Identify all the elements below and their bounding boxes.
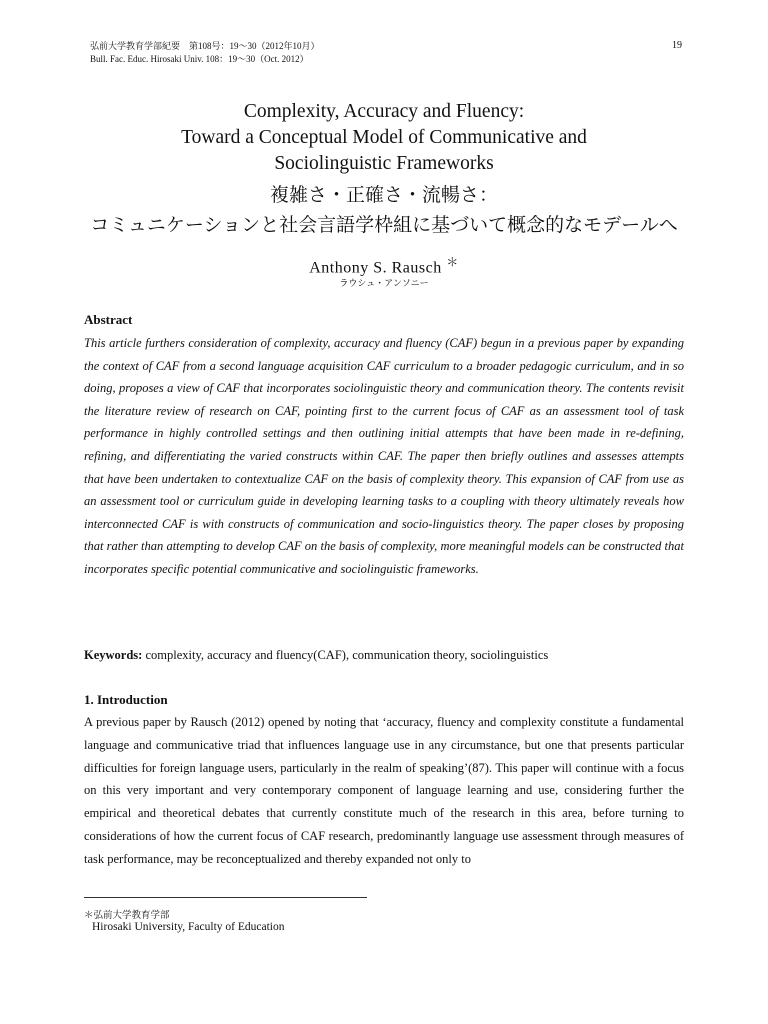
title-line-2: Toward a Conceptual Model of Communicative and [181,127,587,148]
paper-title-japanese [0,180,768,240]
introduction-text: A previous paper by Rausch (2012) opened by noting that ‘accuracy, fluency and complexity constitute a fundamental language and communicative triad that influences language use in any circumstance, but one that presents particular difficulties for foreign language users, particularly in the realm of speaking’(87). This paper will continue with a focus on this very important and very contemporary component of language learning and use, considering further the empirical and theoretical debates that currently constitute much of the research in this area, before turning to considerations of how the current focus of CAF research, predominantly language use assessment through measures of task performance, may be reconceptualized and thereby expanded not only to [84,715,684,866]
footnote-affiliation-ja: ＊弘前大学教育学部 [84,910,170,921]
journal-header-ja: 弘前大学教育学部紀要 第108号：19〜30（2012年10月） [90,41,320,51]
journal-header-en: Bull. Fac. Educ. Hirosaki Univ. 108：19〜30（Oct. 2012） [90,54,309,64]
author-name-text: Anthony S. Rausch [309,259,442,277]
keywords-text: complexity, accuracy and fluency(CAF), communication theory, sociolinguistics [142,648,549,662]
title-line-3: Sociolinguistic Frameworks [274,153,494,174]
title-line-1: Complexity, Accuracy and Fluency: [243,101,525,122]
running-header [90,40,320,66]
keywords [84,648,548,663]
author-name [0,253,768,277]
paper-title [0,99,768,177]
abstract-heading: Abstract [84,312,133,327]
author-name-kana: ラウシュ・アンソニー [339,279,429,289]
abstract-text: This article furthers consideration of complexity, accuracy and fluency (CAF) begun in a previous paper by expanding the context of CAF from a second language acquisition CAF curriculum to a broader pedagogic curriculum, and in so doing, proposes a view of CAF that incorporates sociolinguistic theory and communication theory. The contents revisit the literature review of research on CAF, pointing first to the current focus of CAF as an assessment tool of task performance in highly controlled settings and then outlining initial attempts that have been made in re-defining, refining, and differentiating the varied constructs within CAF. The paper then briefly outlines and assesses attempts that have been undertaken to contextualize CAF on the basis of complexity theory. This expansion of CAF from use as an assessment tool or curriculum guide in developing learning tasks to a coupling with theory ultimately reveals how interconnected CAF is with constructs of communication and socio-linguistics theory. The paper closes by proposing that rather than attempting to develop CAF on the basis of complexity, more meaningful models can be constructed that incorporates specific potential communicative and sociolinguistic frameworks. [84,336,684,576]
author-footnote-mark: ＊ [446,255,459,269]
footnote-rule [84,897,367,898]
footnote-affiliation-en: Hirosaki University, Faculty of Education [92,921,285,933]
ja-title-line-2: コミュニケーションと社会言語学枠組に基づいて概念的なモデールへ [90,214,678,236]
keywords-label: Keywords: [84,648,143,662]
ja-title-line-1: 複雑さ・正確さ・流暢さ： [269,184,498,206]
section-heading-introduction: 1. Introduction [84,692,168,707]
page-number: 19 [672,40,682,51]
